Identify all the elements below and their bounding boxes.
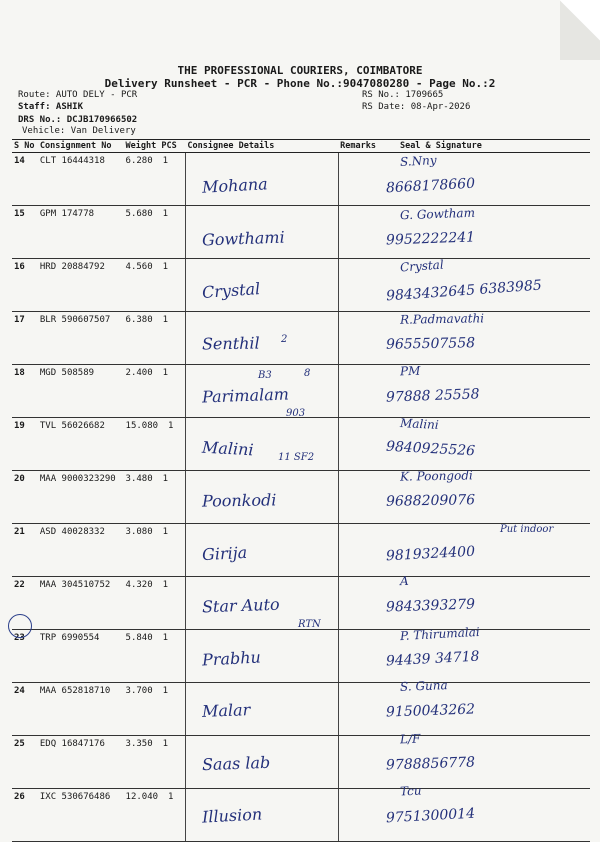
handwritten-name: Parimalam (201, 384, 290, 407)
row-consignment: GPM 174778 (38, 206, 124, 259)
row-remarks (338, 789, 378, 842)
row-pcs: 1 (162, 739, 169, 749)
row-consignment: CLT 16444318 (38, 153, 124, 206)
table-row (12, 789, 590, 842)
col-remarks: Remarks (340, 141, 376, 151)
handwritten-phone: 9952222241 (385, 228, 476, 249)
row-pcs: 1 (168, 421, 174, 431)
handwritten-phone: 8668178660 (385, 175, 476, 197)
circle-mark (8, 614, 32, 638)
row-sno: 19 (12, 418, 38, 471)
row-consignment: HRD 20884792 (38, 259, 124, 312)
handwritten-phone: 9843393279 (385, 596, 476, 616)
row-weight (124, 206, 186, 259)
vehicle-info: Vehicle: Van Delivery (22, 126, 136, 136)
table-header (12, 140, 590, 153)
handwritten-phone: 97888 25558 (385, 386, 480, 406)
col-seal: Seal & Signature (378, 140, 590, 153)
table-row (12, 736, 590, 789)
row-remarks (338, 153, 378, 206)
row-weight (124, 418, 186, 471)
row-pcs: 1 (162, 686, 169, 696)
row-consignment: MAA 652818710 (38, 683, 124, 736)
row-pcs: 1 (162, 262, 169, 272)
row-weight (124, 259, 186, 312)
folded-corner (560, 0, 600, 60)
row-weight (124, 789, 186, 842)
table-row (12, 153, 590, 206)
row-weight-value: 5.840 (125, 633, 153, 643)
handwritten-phone: 9840925526 (385, 438, 476, 459)
row-sno: 21 (12, 524, 38, 577)
row-sno: 22 (12, 577, 38, 630)
row-pcs: 1 (162, 633, 169, 643)
row-sno: 26 (12, 789, 38, 842)
row-sno: 23 (12, 630, 38, 683)
row-weight (124, 630, 186, 683)
row-weight-value: 3.700 (125, 686, 153, 696)
row-weight (124, 365, 186, 418)
col-consignee: Consignee Details (185, 140, 338, 153)
row-remarks (338, 259, 378, 312)
handwritten-name: Star Auto (201, 594, 280, 617)
handwritten-annotation: B3 (258, 370, 272, 381)
handwritten-name: Crystal (201, 278, 261, 303)
row-remarks (338, 524, 378, 577)
row-weight-value: 6.380 (125, 315, 153, 325)
handwritten-signature: L/F (399, 731, 421, 746)
row-consignment: ASD 40028332 (38, 524, 124, 577)
handwritten-annotation: RTN (298, 619, 321, 630)
handwritten-annotation: 11 SF2 (278, 452, 315, 463)
handwritten-phone: 94439 34718 (385, 648, 480, 669)
row-consignment: TVL 56026682 (38, 418, 124, 471)
row-remarks (338, 736, 378, 789)
handwritten-signature: A (399, 573, 409, 589)
handwritten-name: Mohana (201, 174, 269, 197)
company-title: THE PROFESSIONAL COURIERS, COIMBATORE (177, 64, 423, 77)
handwritten-signature: Tcu (399, 783, 422, 799)
row-pcs: 1 (162, 368, 169, 378)
handwritten-phone: 9150043262 (385, 701, 476, 721)
row-weight-value: 6.280 (125, 156, 153, 166)
handwritten-signature: Malini (399, 415, 440, 432)
row-weight-value: 15.080 (125, 421, 159, 431)
handwritten-name: Malar (201, 700, 251, 721)
handwritten-annotation: 903 (286, 408, 306, 419)
handwritten-name: Senthil (201, 332, 260, 354)
row-weight-value: 2.400 (125, 368, 153, 378)
rs-date: RS Date: 08-Apr-2026 (362, 102, 471, 112)
row-sno: 20 (12, 471, 38, 524)
row-sno: 18 (12, 365, 38, 418)
row-weight-value: 4.560 (125, 262, 153, 272)
row-sno: 14 (12, 153, 38, 206)
route-info: Route: AUTO DELY - PCR (18, 90, 138, 100)
consignment-table (12, 139, 590, 842)
row-consignment: IXC 530676486 (38, 789, 124, 842)
col-weight-pcs: Weight PCS (124, 140, 186, 153)
staff-info: Staff: ASHIK (18, 102, 84, 112)
handwritten-signature: G. Gowtham (399, 205, 476, 222)
row-consignment: MGD 508589 (38, 365, 124, 418)
row-consignment: MAA 9000323290 (38, 471, 124, 524)
handwritten-phone: 9843432645 6383985 (385, 277, 543, 305)
rs-number: RS No.: 1709665 (362, 90, 444, 100)
handwritten-phone: 9655507558 (385, 334, 476, 353)
row-consignment: BLR 590607507 (38, 312, 124, 365)
table-row (12, 312, 590, 365)
row-remarks (338, 683, 378, 736)
handwritten-name: Malini (201, 437, 255, 459)
row-consignment: EDQ 16847176 (38, 736, 124, 789)
handwritten-signature: R.Padmavathi (399, 310, 485, 327)
row-weight (124, 577, 186, 630)
row-weight-value: 3.080 (125, 527, 153, 537)
table-row (12, 471, 590, 524)
row-remarks (338, 471, 378, 524)
row-sno: 16 (12, 259, 38, 312)
row-weight (124, 736, 186, 789)
handwritten-name: Illusion (201, 804, 263, 827)
handwritten-name: Prabhu (201, 646, 262, 670)
col-consignment: Consignment No (38, 140, 124, 153)
row-remarks (338, 418, 378, 471)
row-weight-value: 12.040 (125, 792, 159, 802)
drs-number: DRS No.: DCJB170966502 (18, 115, 138, 125)
handwritten-phone: 9751300014 (385, 805, 476, 827)
handwritten-signature: S.Nny (399, 153, 437, 169)
handwritten-name: Gowthami (201, 227, 285, 249)
row-sno: 15 (12, 206, 38, 259)
row-remarks (338, 312, 378, 365)
handwritten-signature: P. Thirumalai (399, 624, 480, 643)
row-sno: 25 (12, 736, 38, 789)
row-remarks (338, 365, 378, 418)
handwritten-annotation: 2 (281, 334, 288, 345)
row-pcs: 1 (162, 527, 169, 537)
row-weight (124, 471, 186, 524)
handwritten-name: Poonkodi (201, 490, 277, 511)
handwritten-remark: Put indoor (500, 523, 554, 535)
row-consignment: TRP 6990554 (38, 630, 124, 683)
handwritten-signature: S. Guna (399, 678, 448, 694)
row-remarks (338, 630, 378, 683)
table-row (12, 630, 590, 683)
runsheet-subtitle: Delivery Runsheet - PCR - Phone No.:9047080280 - Page No.:2 (104, 77, 496, 90)
row-weight-value: 4.320 (125, 580, 153, 590)
row-pcs: 1 (162, 580, 169, 590)
col-sno: S No (12, 140, 38, 153)
row-pcs: 1 (162, 474, 169, 484)
handwritten-annotation: 8 (304, 368, 311, 379)
handwritten-phone: 9688209076 (385, 492, 476, 510)
handwritten-name: Girija (201, 542, 248, 564)
table-row (12, 206, 590, 259)
row-pcs: 1 (162, 315, 169, 325)
row-pcs: 1 (162, 156, 169, 166)
handwritten-signature: K. Poongodi (399, 468, 473, 484)
row-remarks (338, 577, 378, 630)
row-weight-value: 3.480 (125, 474, 153, 484)
row-weight (124, 683, 186, 736)
row-weight (124, 524, 186, 577)
handwritten-name: Saas lab (201, 752, 271, 774)
row-weight-value: 3.350 (125, 739, 153, 749)
row-pcs: 1 (168, 792, 174, 802)
row-sno: 24 (12, 683, 38, 736)
row-weight-value: 5.680 (125, 209, 153, 219)
row-sno: 17 (12, 312, 38, 365)
row-pcs: 1 (162, 209, 169, 219)
row-weight (124, 153, 186, 206)
table-row (12, 683, 590, 736)
handwritten-signature: PM (399, 363, 421, 379)
row-consignment: MAA 304510752 (38, 577, 124, 630)
handwritten-phone: 9819324400 (385, 543, 476, 564)
handwritten-phone: 9788856778 (385, 753, 476, 774)
handwritten-signature: Crystal (399, 257, 445, 275)
row-remarks (338, 206, 378, 259)
row-weight (124, 312, 186, 365)
